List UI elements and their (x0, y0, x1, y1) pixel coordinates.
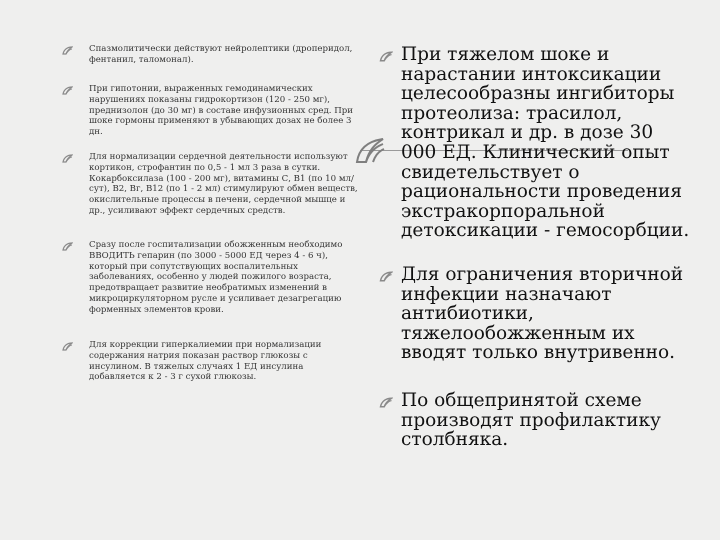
right-item-1: При тяжелом шоке и нарастании интоксикации целесообразны ингибиторы протеолиза: трасилол, контрикал и др. в дозе 30 000 ЕД. Клинический опыт свидетельствует о рациональности проведения экстракорпоральной детоксикации - гемосорбции. (401, 44, 690, 242)
leaf-bullet-icon (62, 342, 73, 351)
leaf-bullet-icon (62, 242, 73, 251)
leaf-bullet-icon (379, 51, 390, 60)
leaf-bullet-icon (379, 397, 390, 406)
left-item-3: Для нормализации сердечной деятельности используют кортикон, строфантин по 0,5 - 1 мл 3 раза в сутки. Кокарбоксилаза (100 - 200 мг), витамины С, В1 (по 10 мл/сут), В2, Вг, В12 (по 1 - 2 мл) стимулируют обмен веществ, окислительные процессы в печени, сердечной мышце и др., усиливают эффект сердечных средств. (89, 152, 358, 216)
leaf-bullet-icon (62, 46, 73, 55)
right-item-3: По общепринятой схеме производят профилактику столбняка. (401, 390, 661, 451)
leaf-bullet-icon (62, 86, 73, 95)
left-item-2: При гипотонии, выраженных гемодинамических нарушениях показаны гидрокортизон (120 - 250 мг), преднизолон (до 30 мг) в составе инфузионных сред. При шоке гормоны применяют в убывающих дозах не более 3 дн. (89, 84, 353, 138)
leaf-bullet-icon (379, 271, 390, 280)
right-item-2: Для ограничения вторичной инфекции назначают антибиотики, тяжелообожженным их вводят только внутривенно. (401, 264, 684, 364)
leaf-bullet-icon (62, 154, 73, 163)
left-item-1: Спазмолитически действуют нейролептики (дроперидол, фентанил, таломонал). (89, 44, 353, 65)
left-item-5: Для коррекции гиперкалиемии при нормализации содержания натрия показан раствор глюкозы с инсулином. В тяжелых случаях 1 ЕД инсулина добавляется к 2 - 3 г сухой глюкозы. (89, 340, 322, 383)
left-item-4: Сразу после госпитализации обожженным необходимо ВВОДИТЬ гепарин (по 3000 - 5000 ЕД через 4 - 6 ч), который при сопутствующих воспалительных заболеваниях, особенно у людей пожилого возраста, предотвращает развитие необратимых изменений в микроциркуляторном русле и усиливает дезагрегацию форменных элементов крови. (89, 240, 343, 315)
